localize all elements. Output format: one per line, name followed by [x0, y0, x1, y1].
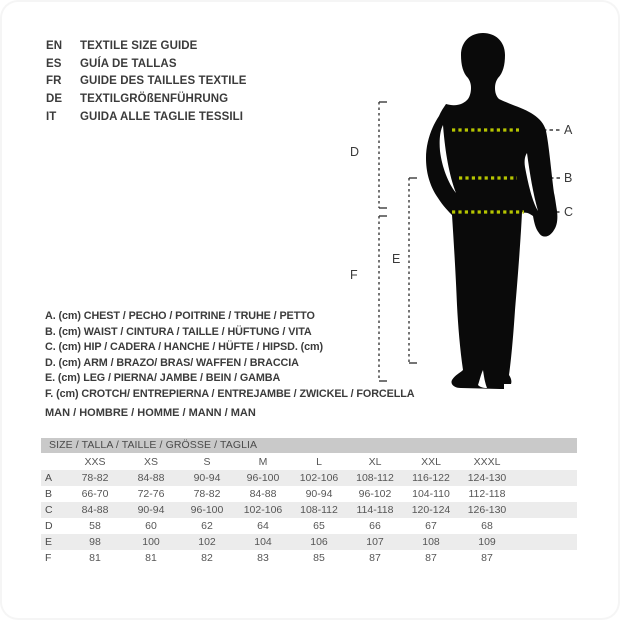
row-label: D [45, 520, 53, 532]
table-cell: 83 [257, 552, 269, 564]
table-cell: 81 [89, 552, 101, 564]
language-row [46, 38, 247, 56]
size-table [41, 438, 577, 566]
table-cell: 106 [310, 536, 328, 548]
size-column-header: M [258, 455, 268, 468]
table-cell: 84-88 [137, 472, 165, 484]
language-title: GUIDE DES TAILLES TEXTILE [80, 75, 247, 88]
table-cell: 107 [366, 536, 384, 548]
language-title: TEXTILE SIZE GUIDE [80, 40, 198, 52]
language-row [46, 56, 247, 74]
chest-line-label: A [564, 123, 573, 137]
table-cell: 62 [201, 520, 213, 532]
size-column-header: XL [368, 455, 382, 468]
row-label: F [45, 552, 52, 564]
table-cell: 109 [478, 536, 496, 548]
table-cell: 124-130 [467, 472, 507, 484]
size-column-header: S [203, 455, 211, 468]
table-cell: 96-102 [358, 488, 392, 500]
row-label: E [45, 536, 53, 548]
table-cell: 96-100 [190, 504, 224, 516]
language-title: GUIDA ALLE TAGLIE TESSILI [80, 110, 244, 123]
size-column-header: XXL [421, 455, 441, 468]
table-cell: 60 [145, 520, 157, 532]
leg-line-label: E [392, 252, 401, 266]
arm-line-label: D [350, 145, 360, 159]
legend-line-chest: A. (cm) CHEST / PECHO / POITRINE / TRUHE / PETTO [45, 310, 315, 322]
table-cell: 102-106 [299, 472, 339, 484]
table-cell: 65 [313, 520, 325, 532]
table-row [41, 518, 577, 534]
measurement-legend [45, 309, 414, 403]
table-cell: 72-76 [137, 488, 165, 500]
language-title: GUÍA DE TALLAS [80, 57, 177, 70]
size-column-header: XXXL [473, 455, 501, 468]
table-cell: 84-88 [81, 504, 109, 516]
table-cell: 102 [198, 536, 216, 548]
legend-line-arm: D. (cm) ARM / BRAZO/ BRAS/ WAFFEN / BRACCIA [45, 356, 299, 369]
size-column-header: XS [143, 455, 158, 468]
table-cell: 98 [89, 536, 101, 548]
language-code: DE [46, 93, 63, 106]
table-cell: 126-130 [467, 504, 507, 516]
gender-line: MAN / HOMBRE / HOMME / MANN / MAN [45, 407, 256, 419]
legend-line-hip: C. (cm) HIP / CADERA / HANCHE / HÜFTE / HIPSD. (cm) [45, 341, 324, 354]
table-cell: 85 [313, 552, 325, 564]
hip-line-label: C [564, 205, 574, 219]
waist-line-label: B [564, 171, 573, 185]
table-cell: 90-94 [137, 504, 165, 516]
table-cell: 102-106 [243, 504, 283, 516]
legend-line-crotch: F. (cm) CROTCH/ ENTREPIERNA / ENTREJAMBE / ZWICKEL / FORCELLA [45, 387, 415, 400]
table-cell: 58 [89, 520, 101, 532]
table-cell: 96-100 [246, 472, 280, 484]
table-cell: 78-82 [81, 472, 109, 484]
table-cell: 68 [481, 520, 493, 532]
row-label: B [45, 488, 53, 500]
table-cell: 84-88 [249, 488, 277, 500]
table-cell: 64 [257, 520, 269, 532]
row-label: C [45, 504, 53, 516]
legend-line-waist: B. (cm) WAIST / CINTURA / TAILLE / HÜFTUNG / VITA [45, 325, 312, 338]
table-row [41, 550, 577, 566]
table-cell: 78-82 [193, 488, 221, 500]
table-cell: 116-122 [412, 472, 450, 484]
table-cell: 104 [254, 536, 272, 548]
size-column-header: L [316, 455, 322, 468]
language-code: FR [46, 75, 62, 88]
language-title: TEXTILGRÖßENFÜHRUNG [80, 93, 229, 106]
language-code: ES [46, 57, 62, 70]
size-table-body [41, 470, 577, 566]
legend-line-leg: E. (cm) LEG / PIERNA/ JAMBE / BEIN / GAMBA [45, 372, 281, 385]
row-label: A [45, 472, 53, 484]
table-cell: 104-110 [412, 488, 450, 500]
table-row [41, 470, 577, 486]
table-cell: 120-124 [411, 504, 451, 516]
table-row [41, 486, 577, 502]
language-title-block [46, 38, 247, 127]
table-cell: 66 [369, 520, 381, 532]
table-cell: 66-70 [81, 488, 109, 500]
table-cell: 114-118 [356, 504, 394, 516]
table-cell: 108 [422, 536, 440, 548]
size-table-title-bar: SIZE / TALLA / TAILLE / GRÖSSE / TAGLIA [41, 438, 577, 453]
table-cell: 90-94 [305, 488, 333, 500]
table-cell: 112-118 [468, 488, 506, 500]
language-row [46, 91, 247, 109]
table-cell: 87 [369, 552, 381, 564]
table-cell: 108-112 [356, 472, 394, 484]
language-row [46, 109, 247, 127]
table-cell: 67 [425, 520, 437, 532]
table-cell: 81 [145, 552, 157, 564]
table-row [41, 502, 577, 518]
table-cell: 108-112 [300, 504, 338, 516]
table-row [41, 534, 577, 550]
language-row [46, 73, 247, 91]
language-code: IT [46, 110, 57, 123]
table-cell: 87 [481, 552, 493, 564]
size-column-headers [41, 453, 577, 470]
crotch-line-label: F [350, 268, 358, 282]
language-code: EN [46, 40, 63, 52]
table-cell: 82 [201, 552, 213, 564]
table-cell: 87 [425, 552, 437, 564]
table-cell: 90-94 [193, 472, 221, 484]
table-cell: 100 [142, 536, 160, 548]
size-column-header: XXS [84, 455, 106, 468]
